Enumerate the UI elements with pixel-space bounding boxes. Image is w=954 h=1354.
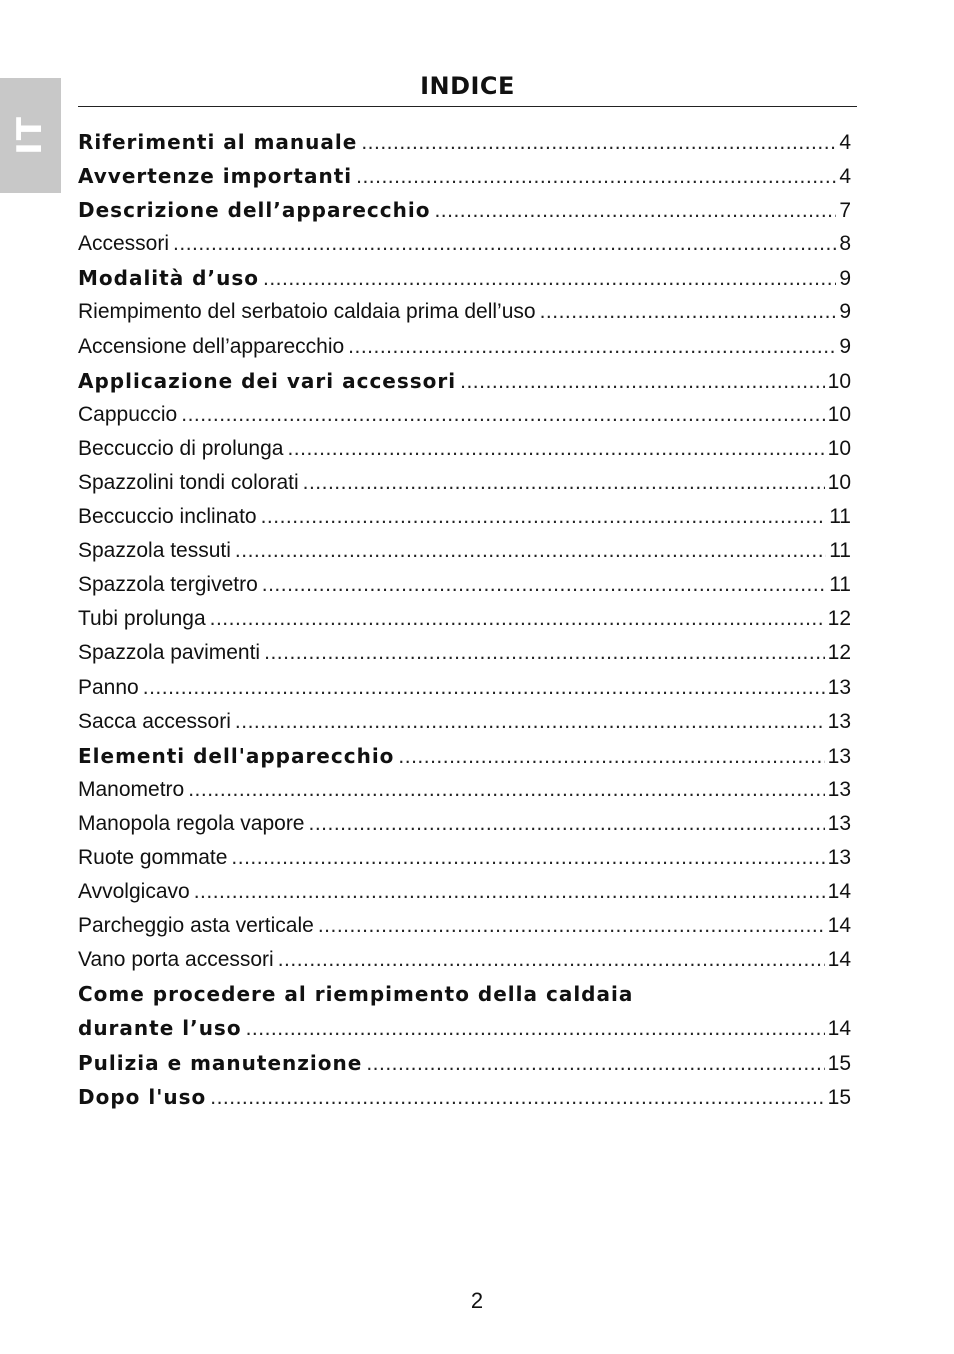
toc-leader-dots	[361, 126, 836, 160]
toc-leader-dots	[398, 740, 824, 774]
toc-entry-label: Come procedere al riempimento della caldaia	[78, 982, 634, 1007]
toc-entry-label: Panno	[78, 675, 139, 699]
toc-entry-page: 11	[829, 505, 851, 529]
toc-entry-page: 13	[827, 709, 851, 733]
toc-leader-dots	[143, 671, 825, 705]
toc-entry[interactable]	[78, 125, 851, 159]
toc-leader-dots	[210, 1081, 824, 1115]
toc-entry[interactable]	[78, 261, 851, 295]
toc-entry[interactable]	[78, 398, 851, 432]
toc-leader-dots	[262, 568, 826, 602]
toc-entry[interactable]	[78, 295, 851, 329]
toc-leader-dots	[348, 330, 836, 364]
toc-leader-dots	[173, 227, 836, 261]
toc-leader-dots	[287, 432, 824, 466]
toc-leader-dots	[246, 1012, 825, 1046]
toc-leader-dots	[235, 705, 825, 739]
toc-entry-label: Pulizia e manutenzione	[78, 1050, 363, 1075]
toc-entry-page: 14	[827, 1017, 851, 1041]
toc-entry[interactable]	[78, 500, 851, 534]
toc-entry[interactable]	[78, 705, 851, 739]
toc-leader-dots	[235, 534, 826, 568]
toc-entry[interactable]	[78, 636, 851, 670]
toc-entry[interactable]	[78, 773, 851, 807]
toc-entry-label: Dopo l'uso	[78, 1084, 207, 1109]
toc-entry-page: 4	[839, 131, 851, 154]
toc-entry-page: 9	[839, 334, 851, 358]
toc-entry[interactable]	[78, 432, 851, 466]
toc-entry-label: Avvertenze importanti	[78, 164, 353, 189]
toc-leader-dots	[278, 943, 825, 977]
toc-leader-dots	[318, 909, 825, 943]
page-number: 2	[470, 1288, 484, 1313]
toc-entry-label: Vano porta accessori	[78, 948, 274, 972]
toc-entry[interactable]	[78, 841, 851, 875]
toc-entry[interactable]	[78, 364, 851, 398]
toc-entry-page: 10	[827, 369, 851, 393]
toc-leader-dots	[460, 365, 825, 399]
toc-entry-label: Cappuccio	[78, 402, 178, 426]
toc-leader-dots	[188, 773, 824, 807]
toc-leader-dots	[356, 160, 836, 194]
toc-entry[interactable]	[78, 875, 851, 909]
toc-entry-page: 13	[827, 675, 851, 699]
toc-entry-label: Ruote gommate	[78, 845, 228, 869]
toc-entry[interactable]	[78, 568, 851, 602]
toc-leader-dots	[366, 1047, 824, 1081]
toc-entry-label: Manopola regola vapore	[78, 811, 305, 835]
toc-entry-page: 12	[827, 607, 851, 631]
toc-entry[interactable]	[78, 602, 851, 636]
toc-entry-page: 15	[827, 1085, 851, 1109]
toc-entry-label: Parcheggio asta verticale	[78, 914, 314, 938]
toc-entry[interactable]	[78, 1011, 851, 1045]
toc-entry[interactable]	[78, 193, 851, 227]
toc-entry-page: 11	[829, 573, 851, 597]
toc-leader-dots	[264, 636, 825, 670]
table-of-contents	[78, 125, 851, 1114]
toc-entry-label: Accessori	[78, 232, 170, 256]
toc-entry-page: 12	[827, 641, 851, 665]
toc-entry-page: 7	[839, 199, 851, 223]
toc-entry-page: 13	[827, 777, 851, 801]
language-tab	[0, 78, 61, 193]
title-divider	[78, 106, 857, 107]
toc-entry-label: Tubi prolunga	[78, 607, 206, 631]
toc-entry-label: Beccuccio di prolunga	[78, 436, 284, 460]
toc-leader-dots	[303, 466, 825, 500]
toc-entry[interactable]	[78, 159, 851, 193]
toc-entry-label: Riferimenti al manuale	[78, 130, 358, 154]
toc-leader-dots	[434, 194, 836, 228]
toc-entry-label: Manometro	[78, 777, 185, 801]
toc-entry-page: 10	[827, 402, 851, 426]
toc-entry-label: Modalità d’uso	[78, 266, 259, 291]
toc-leader-dots	[194, 875, 825, 909]
toc-entry-page: 10	[827, 470, 851, 494]
toc-entry[interactable]	[78, 534, 851, 568]
toc-entry-page: 11	[829, 539, 851, 563]
toc-entry-page: 13	[827, 845, 851, 869]
toc-entry-label: Beccuccio inclinato	[78, 505, 257, 529]
toc-leader-dots	[261, 500, 827, 534]
page-title: INDICE	[420, 72, 515, 100]
toc-entry-label: Elementi dell'apparecchio	[78, 743, 395, 768]
language-tab-label: IT	[10, 115, 50, 155]
toc-entry-label: Spazzolini tondi colorati	[78, 470, 299, 494]
toc-leader-dots	[210, 602, 825, 636]
toc-entry-page: 9	[839, 267, 851, 291]
toc-entry[interactable]	[78, 943, 851, 977]
toc-entry[interactable]	[78, 1080, 851, 1114]
toc-entry-label: Spazzola pavimenti	[78, 641, 261, 665]
toc-leader-dots	[181, 398, 824, 432]
toc-entry[interactable]	[78, 807, 851, 841]
toc-entry-label: Spazzola tessuti	[78, 539, 231, 563]
toc-entry[interactable]	[78, 227, 851, 261]
toc-entry-page: 4	[839, 165, 851, 189]
toc-entry-label: Spazzola tergivetro	[78, 573, 258, 597]
toc-leader-dots	[309, 807, 825, 841]
toc-entry[interactable]	[78, 466, 851, 500]
toc-entry-label: Riempimento del serbatoio caldaia prima dell’uso	[78, 300, 536, 324]
toc-entry-page: 14	[827, 880, 851, 904]
toc-entry[interactable]	[78, 977, 851, 1011]
toc-entry[interactable]	[78, 909, 851, 943]
toc-entry-page: 13	[827, 811, 851, 835]
toc-entry-label: Accensione dell’apparecchio	[78, 334, 345, 358]
toc-entry-label: Avvolgicavo	[78, 880, 190, 904]
toc-entry-page: 10	[827, 436, 851, 460]
toc-entry-page: 13	[827, 744, 851, 768]
toc-entry-label: Applicazione dei vari accessori	[78, 368, 457, 393]
toc-entry-label: Descrizione dell’apparecchio	[78, 198, 431, 223]
toc-entry-label: durante l’uso	[78, 1016, 242, 1041]
toc-entry-page: 8	[839, 232, 851, 256]
toc-entry[interactable]	[78, 330, 851, 364]
toc-entry[interactable]	[78, 1046, 851, 1080]
toc-leader-dots	[540, 295, 837, 329]
toc-entry[interactable]	[78, 671, 851, 705]
toc-entry-page: 14	[827, 948, 851, 972]
toc-leader-dots	[263, 262, 836, 296]
toc-entry-page: 15	[827, 1051, 851, 1075]
toc-entry-page: 9	[839, 300, 851, 324]
toc-entry-label: Sacca accessori	[78, 709, 231, 733]
toc-leader-dots	[231, 841, 824, 875]
toc-entry[interactable]	[78, 739, 851, 773]
toc-entry-page: 14	[827, 914, 851, 938]
